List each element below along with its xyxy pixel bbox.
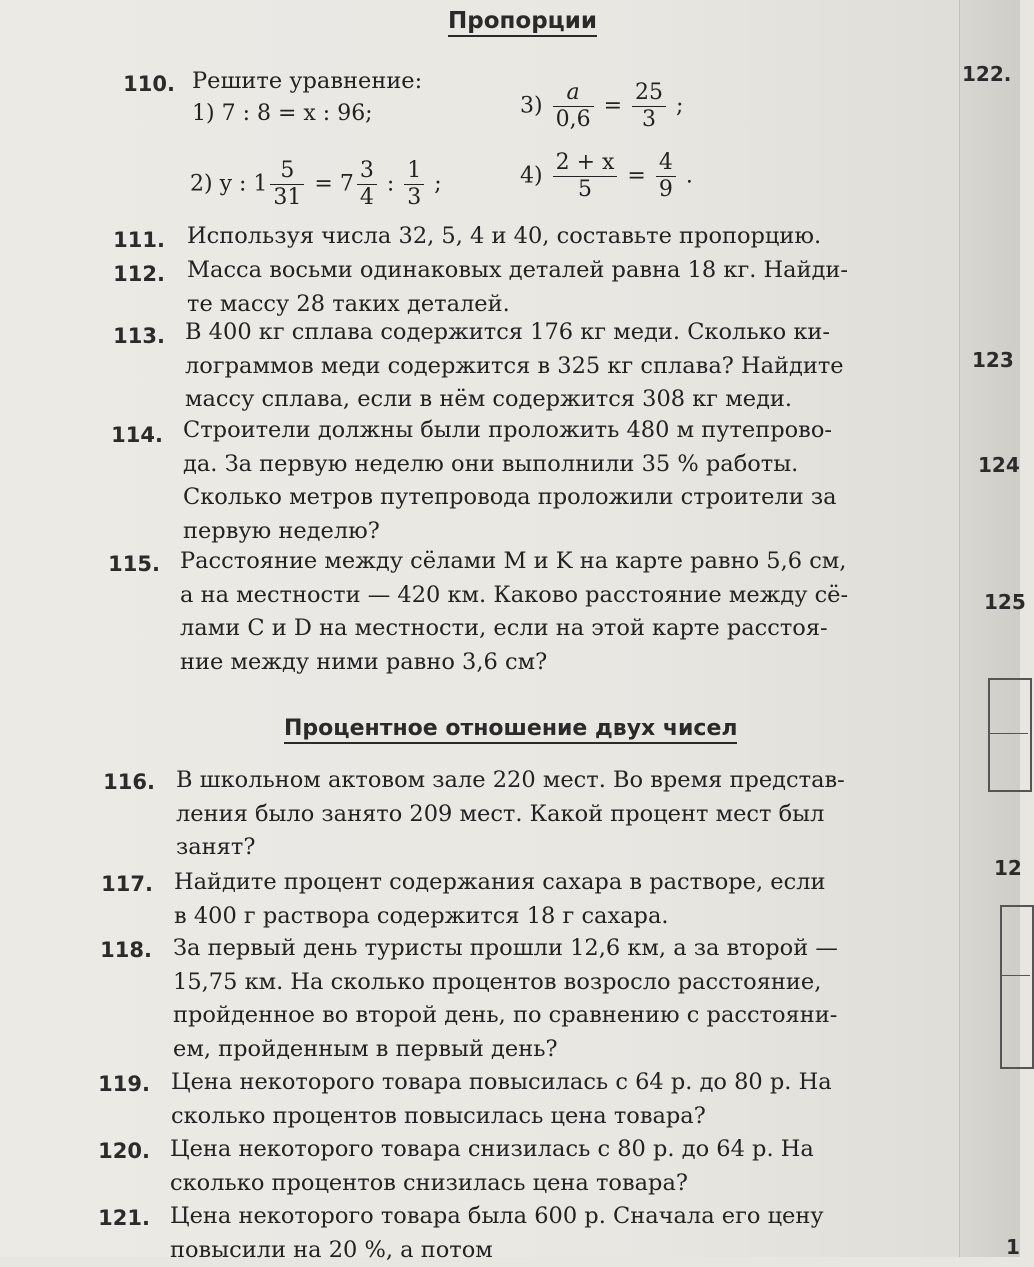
fraction [553,150,618,203]
equation-1: 1) 7 : 8 = x : 96; [192,101,373,126]
denominator: 31 [270,185,304,211]
text-line: Масса восьми одинаковых деталей равна 18 кг. Найди- [187,254,848,288]
table-fragment [1000,905,1034,1069]
problem-112-text [187,254,848,321]
problem-114-text [183,414,837,548]
text-line: массу сплава, если в нём содержится 308 кг меди. [185,383,844,417]
section-title-percent: Процентное отношение двух чисел [284,716,737,744]
problem-119-text [171,1066,832,1133]
side-number: 124 [978,453,1020,477]
text-line: лограммов меди содержится в 325 кг сплава? Найдите [185,350,844,384]
text-line: Цена некоторого товара повысилась с 64 р. до 80 р. На [171,1066,832,1100]
numerator: 25 [632,80,666,107]
equation-4-prefix: 4) [520,164,543,189]
side-number: 122. [962,62,1011,86]
semicolon: ; [676,94,683,119]
text-line: Строители должны были проложить 480 м путепрово- [183,414,837,448]
problem-117-text [174,866,826,933]
semicolon: ; [434,172,441,197]
text-line: сколько процентов снизилась цена товара? [170,1167,814,1201]
text-line: лами C и D на местности, если на этой карте расстоя- [180,612,848,646]
equals-sign: = [604,94,622,119]
text-line: а на местности — 420 км. Каково расстояние между сё- [180,579,848,613]
numerator: 2 + x [553,150,618,177]
problem-number-114: 114. [93,423,163,447]
period: . [686,164,693,189]
colon: : [387,172,394,197]
side-number: 12 [994,856,1022,880]
denominator: 9 [656,177,676,203]
problem-number-118: 118. [82,938,152,962]
numerator: 3 [357,158,377,185]
denominator: 5 [553,177,618,203]
fraction [632,80,666,133]
text-line: повысили на 20 %, а потом [170,1234,824,1267]
text-line: те массу 28 таких деталей. [187,288,848,322]
problem-number-121: 121. [80,1206,150,1230]
equation-2 [190,158,442,211]
problem-number-113: 113. [95,324,165,348]
problem-120-text [170,1133,814,1200]
problem-111-text [187,220,821,254]
text-line: занят? [176,831,845,865]
problem-121-text [170,1200,824,1267]
side-number: 125 [984,590,1026,614]
table-fragment-line [1000,975,1030,976]
problem-number-120: 120. [80,1139,150,1163]
problem-118-text [173,932,838,1066]
problem-number-116: 116. [85,770,155,794]
problem-number-115: 115. [90,552,160,576]
problem-number-117: 117. [83,872,153,896]
text-line: Цена некоторого товара снизилась с 80 р. до 64 р. На [170,1133,814,1167]
side-number: 1 [1006,1235,1020,1259]
fraction [404,158,424,211]
equation-3 [520,80,683,133]
text-line: первую неделю? [183,515,837,549]
problem-110-title: Решите уравнение: [192,65,422,99]
text-line: Найдите процент содержания сахара в растворе, если [174,866,826,900]
denominator: 0,6 [553,107,594,133]
equation-4 [520,150,693,203]
section-title-proportions: Пропорции [448,8,597,37]
text-line: За первый день туристы прошли 12,6 км, а за второй — [173,932,838,966]
numerator: a [553,80,594,107]
problem-number-111: 111. [95,228,165,252]
table-fragment-line [988,733,1028,734]
equation-2-mid: = 7 [314,172,353,197]
problem-116-text [176,764,845,865]
denominator: 3 [632,107,666,133]
text-line: В школьном актовом зале 220 мест. Во время представ- [176,764,845,798]
problem-113-text [185,316,844,417]
numerator: 5 [270,158,304,185]
text-line: ления было занято 209 мест. Какой процент мест был [176,798,845,832]
problem-number-110: 110. [105,72,175,96]
fraction [357,158,377,211]
denominator: 4 [357,185,377,211]
text-line: в 400 г раствора содержится 18 г сахара. [174,900,826,934]
side-number: 123 [972,348,1014,372]
equation-3-prefix: 3) [520,94,543,119]
problem-number-112: 112. [95,262,165,286]
denominator: 3 [404,185,424,211]
equals-sign: = [627,164,645,189]
equation-2-prefix: 2) y : 1 [190,172,267,197]
fraction [656,150,676,203]
text-line: Цена некоторого товара была 600 р. Сначала его цену [170,1200,824,1234]
problem-115-text [180,545,848,679]
text-line: ние между ними равно 3,6 см? [180,646,848,680]
numerator: 4 [656,150,676,177]
numerator: 1 [404,158,424,185]
text-line: 15,75 км. На сколько процентов возросло расстояние, [173,966,838,1000]
fraction [270,158,304,211]
text-line: да. За первую неделю они выполнили 35 % работы. [183,448,837,482]
text-line: ем, пройденным в первый день? [173,1033,838,1067]
text-line: В 400 кг сплава содержится 176 кг меди. Сколько ки- [185,316,844,350]
text-line: пройденное во второй день, по сравнению с расстояни- [173,999,838,1033]
text-line: Расстояние между сёлами M и K на карте равно 5,6 см, [180,545,848,579]
text-line: сколько процентов повысилась цена товара? [171,1100,832,1134]
text-line: Используя числа 32, 5, 4 и 40, составьте пропорцию. [187,220,821,254]
table-fragment [988,678,1032,792]
fraction [553,80,594,133]
problem-number-119: 119. [80,1072,150,1096]
text-line: Сколько метров путепровода проложили строители за [183,481,837,515]
